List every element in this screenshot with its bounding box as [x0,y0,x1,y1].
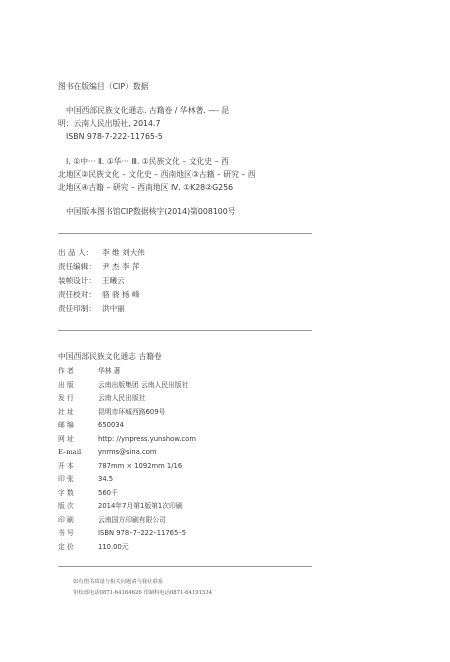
staff-value: 李 维 刘大伟 [102,248,145,257]
staff-label: 责任印制： [58,304,96,313]
staff-label: 装帧设计： [58,276,96,285]
staff-row [58,276,125,286]
cip-subject-line: Ⅰ. ①中··· Ⅱ. ①华··· Ⅲ. ①民族文化 – 文化史 – 西 [66,157,229,166]
colophon-row [58,394,146,403]
colophon-row [58,516,166,525]
cip-library-number: 中国版本图书馆CIP数据核字(2014)第008100号 [66,207,236,216]
colophon-row [58,475,113,484]
colophon-value: ynrms@sina.com [98,448,157,456]
colophon-value: 650034 [98,421,124,429]
staff-value: 王曦云 [102,276,125,285]
staff-label: 责任编辑： [58,262,96,271]
colophon-row [58,489,118,498]
colophon-value: 787mm × 1092mm 1/16 [98,462,183,470]
colophon-value: 2014年7月第1版第1次印刷 [98,502,183,510]
colophon-value: 华林 著 [98,367,121,375]
divider [58,566,312,567]
colophon-value: 560千 [98,489,118,497]
colophon-label: 书 号 [58,529,74,537]
divider [58,233,312,234]
colophon-value: 110.00元 [98,543,129,551]
colophon-label: 开 本 [58,462,74,470]
colophon-label: 印 张 [58,475,74,483]
cip-isbn: ISBN 978-7-222-11765-5 [66,132,163,141]
colophon-label: 出 版 [58,381,74,389]
cip-heading: 图书在版编目（CIP）数据 [58,82,149,91]
cip-subject-line: 北地区④古籍 – 研究 – 西南地区 Ⅳ. ①K28②G256 [58,183,234,192]
colophon-label: 印 刷 [58,516,74,524]
footer-phones: 审校部电话0871-64164626 印制科电话0871-64191534 [73,590,213,596]
colophon-value: ISBN 978–7–222–11765–5 [98,529,187,537]
colophon-value: 云南人民出版社 [98,394,146,402]
colophon-row [58,381,189,390]
staff-row [58,262,140,272]
colophon-row [58,408,165,417]
staff-row [58,290,140,300]
colophon-value: 云南国方印刷有限公司 [98,516,166,524]
colophon-label: 作 者 [58,367,74,375]
colophon-row [58,462,182,471]
staff-value: 骆 骁 杨 峰 [102,290,140,299]
colophon-label: 邮 编 [58,421,74,429]
colophon-value: 昆明市环城西路609号 [98,408,166,416]
colophon-row [58,448,157,457]
colophon-label: 版 次 [58,502,74,510]
staff-value: 尹 杰 李 萍 [102,262,140,271]
colophon-value: http: //ynpress.yunshow.com [98,435,196,443]
colophon-row [58,435,196,444]
colophon-row [58,367,121,376]
staff-row [58,304,125,314]
staff-label: 出 品 人： [58,248,94,257]
divider [58,330,312,331]
colophon-row [58,529,186,538]
footer-notice: 如有图书质量与相关问题请与我社联系 [73,579,164,585]
colophon-label: 社 址 [58,408,74,416]
cip-description-line: 中国西部民族文化通志. 古籍卷 / 华林著. —- 昆 [66,106,230,115]
colophon-row [58,543,129,552]
staff-row [58,248,145,258]
colophon-label: E–mail [58,448,82,456]
cip-subject-line: 北地区②民族文化 – 文化史 – 西南地区③古籍 – 研究 – 西 [58,170,256,179]
colophon-value: 云南出版集团 云南人民出版社 [98,381,189,389]
colophon-label: 定 价 [58,543,74,551]
colophon-label: 网 址 [58,435,74,443]
book-title: 中国西部民族文化通志 古籍卷 [58,352,162,361]
colophon-label: 发 行 [58,394,74,402]
colophon-value: 34.5 [98,475,114,483]
cip-description-line: 明：云南人民出版社, 2014.7 [58,119,161,128]
colophon-row [58,502,183,511]
colophon-row [58,421,124,430]
staff-value: 洪中丽 [102,304,125,313]
colophon-label: 字 数 [58,489,74,497]
staff-label: 责任校对： [58,290,96,299]
